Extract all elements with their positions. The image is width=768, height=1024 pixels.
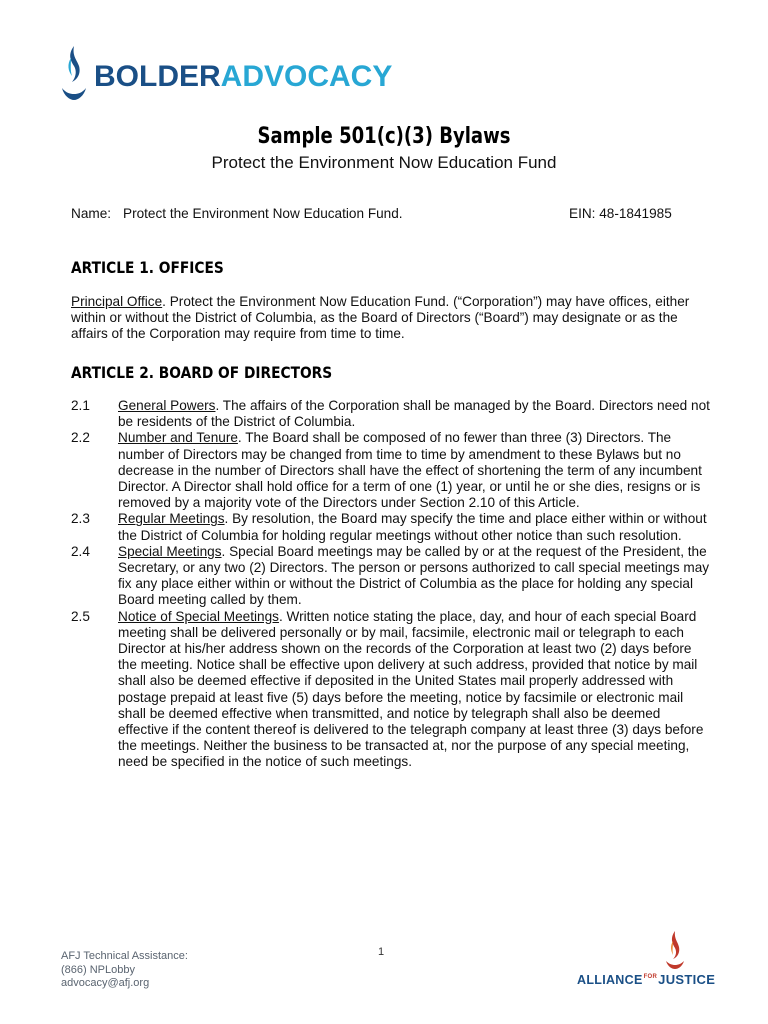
section-term: Notice of Special Meetings — [118, 608, 279, 624]
section-term: Special Meetings — [118, 543, 222, 559]
section-2-2 — [71, 430, 711, 511]
section-text: . The Board shall be composed of no fewer than three (3) Directors. The number of Directors may be changed from time to time by amendment to these Bylaws but no decrease in the number of Directors shall have the effect of shortening the term of any incumbent Director. A Director shall hold office for a term of one (1) year, or until he or she dies, resigns or is removed by a majority vote of the Directors under Section 2.10 of this Article. — [118, 430, 702, 511]
section-body — [118, 398, 711, 430]
footer-email: advocacy@afj.org — [61, 977, 150, 989]
section-number: 2.3 — [71, 511, 90, 527]
page-number: 1 — [378, 946, 385, 958]
footer-contact — [61, 950, 188, 991]
section-2-4 — [71, 544, 711, 609]
document-subtitle: Protect the Environment Now Education Fund — [211, 153, 557, 172]
section-text: . By resolution, the Board may specify the time and place either within or without the District of Columbia for holding regular meetings without other notice than such resolution. — [118, 511, 707, 543]
section-text: . Special Board meetings may be called by or at the request of the President, the Secretary, or any two (2) Directors. The person or persons authorized to call special meetings may fix any place either within or without the District of Columbia as the place for holding any special Board meeting called by them. — [118, 543, 710, 608]
section-2-3 — [71, 511, 711, 543]
name-value: Protect the Environment Now Education Fund. — [123, 206, 403, 221]
principal-office-term: Principal Office — [71, 294, 163, 309]
name-label: Name: — [71, 206, 112, 221]
flame-icon — [60, 44, 88, 106]
section-number: 2.2 — [71, 430, 90, 446]
alliance-for-justice-logo — [577, 930, 716, 990]
section-term: Regular Meetings — [118, 511, 225, 527]
section-body — [118, 544, 711, 609]
section-term: Number and Tenure — [118, 430, 238, 446]
section-number: 2.5 — [71, 608, 90, 624]
section-number: 2.4 — [71, 543, 90, 559]
document-title: Sample 501(c)(3) Bylaws — [257, 124, 511, 149]
name-line — [71, 206, 711, 221]
section-number: 2.1 — [71, 398, 90, 413]
section-term: General Powers — [118, 398, 216, 413]
section-2-5 — [71, 609, 711, 771]
article-1-paragraph — [71, 294, 711, 343]
section-text: . Written notice stating the place, day, and hour of each special Board meeting shall be delivered personally or by mail, facsimile, electronic mail or telegraph to each Director at his/her address shown on the records of the Corporation at least two (2) days before the meeting. Notice shall be effective upon delivery at such address, provided that notice by mail shall also be deemed effective if deposited in the United States mail properly addressed with postage prepaid at least five (5) days before the meeting, notice by facsimile or electronic mail shall be deemed effective when transmitted, and notice by telegraph shall also be deemed effective if the content thereof is delivered to the telegraph company at least three (3) days before the meetings. Neither the business to be transacted at, nor the purpose of any special meeting, need be specified in the notice of such meetings. — [118, 608, 704, 770]
section-text: . The affairs of the Corporation shall be managed by the Board. Directors need not be residents of the District of Columbia. — [118, 398, 710, 430]
footer-phone: (866) NPLobby — [61, 963, 135, 976]
logo-text: BOLDERADVOCACY — [94, 60, 393, 93]
article-1-text: . Protect the Environment Now Education Fund. (“Corporation”) may have offices, either within or without the District of Columbia, as the Board of Directors (“Board”) may designate or as the affairs of the Corporation may require from time to time. — [71, 294, 690, 342]
section-2-1 — [71, 398, 711, 430]
article-1-heading: ARTICLE 1. OFFICES — [71, 258, 224, 277]
section-body — [118, 430, 711, 511]
bolder-advocacy-logo — [60, 44, 392, 106]
section-body — [118, 511, 711, 543]
article-2-heading: ARTICLE 2. BOARD OF DIRECTORS — [71, 363, 333, 382]
footer-line: AFJ Technical Assistance: — [61, 950, 188, 962]
afj-logo-text: $ALLIANCE^{FOR}JUSTICE$ — [577, 972, 716, 987]
ein-value: EIN: 48-1841985 — [569, 206, 672, 221]
section-body — [118, 609, 711, 771]
article-2-sections — [71, 398, 711, 771]
torch-flame-icon — [664, 930, 686, 970]
